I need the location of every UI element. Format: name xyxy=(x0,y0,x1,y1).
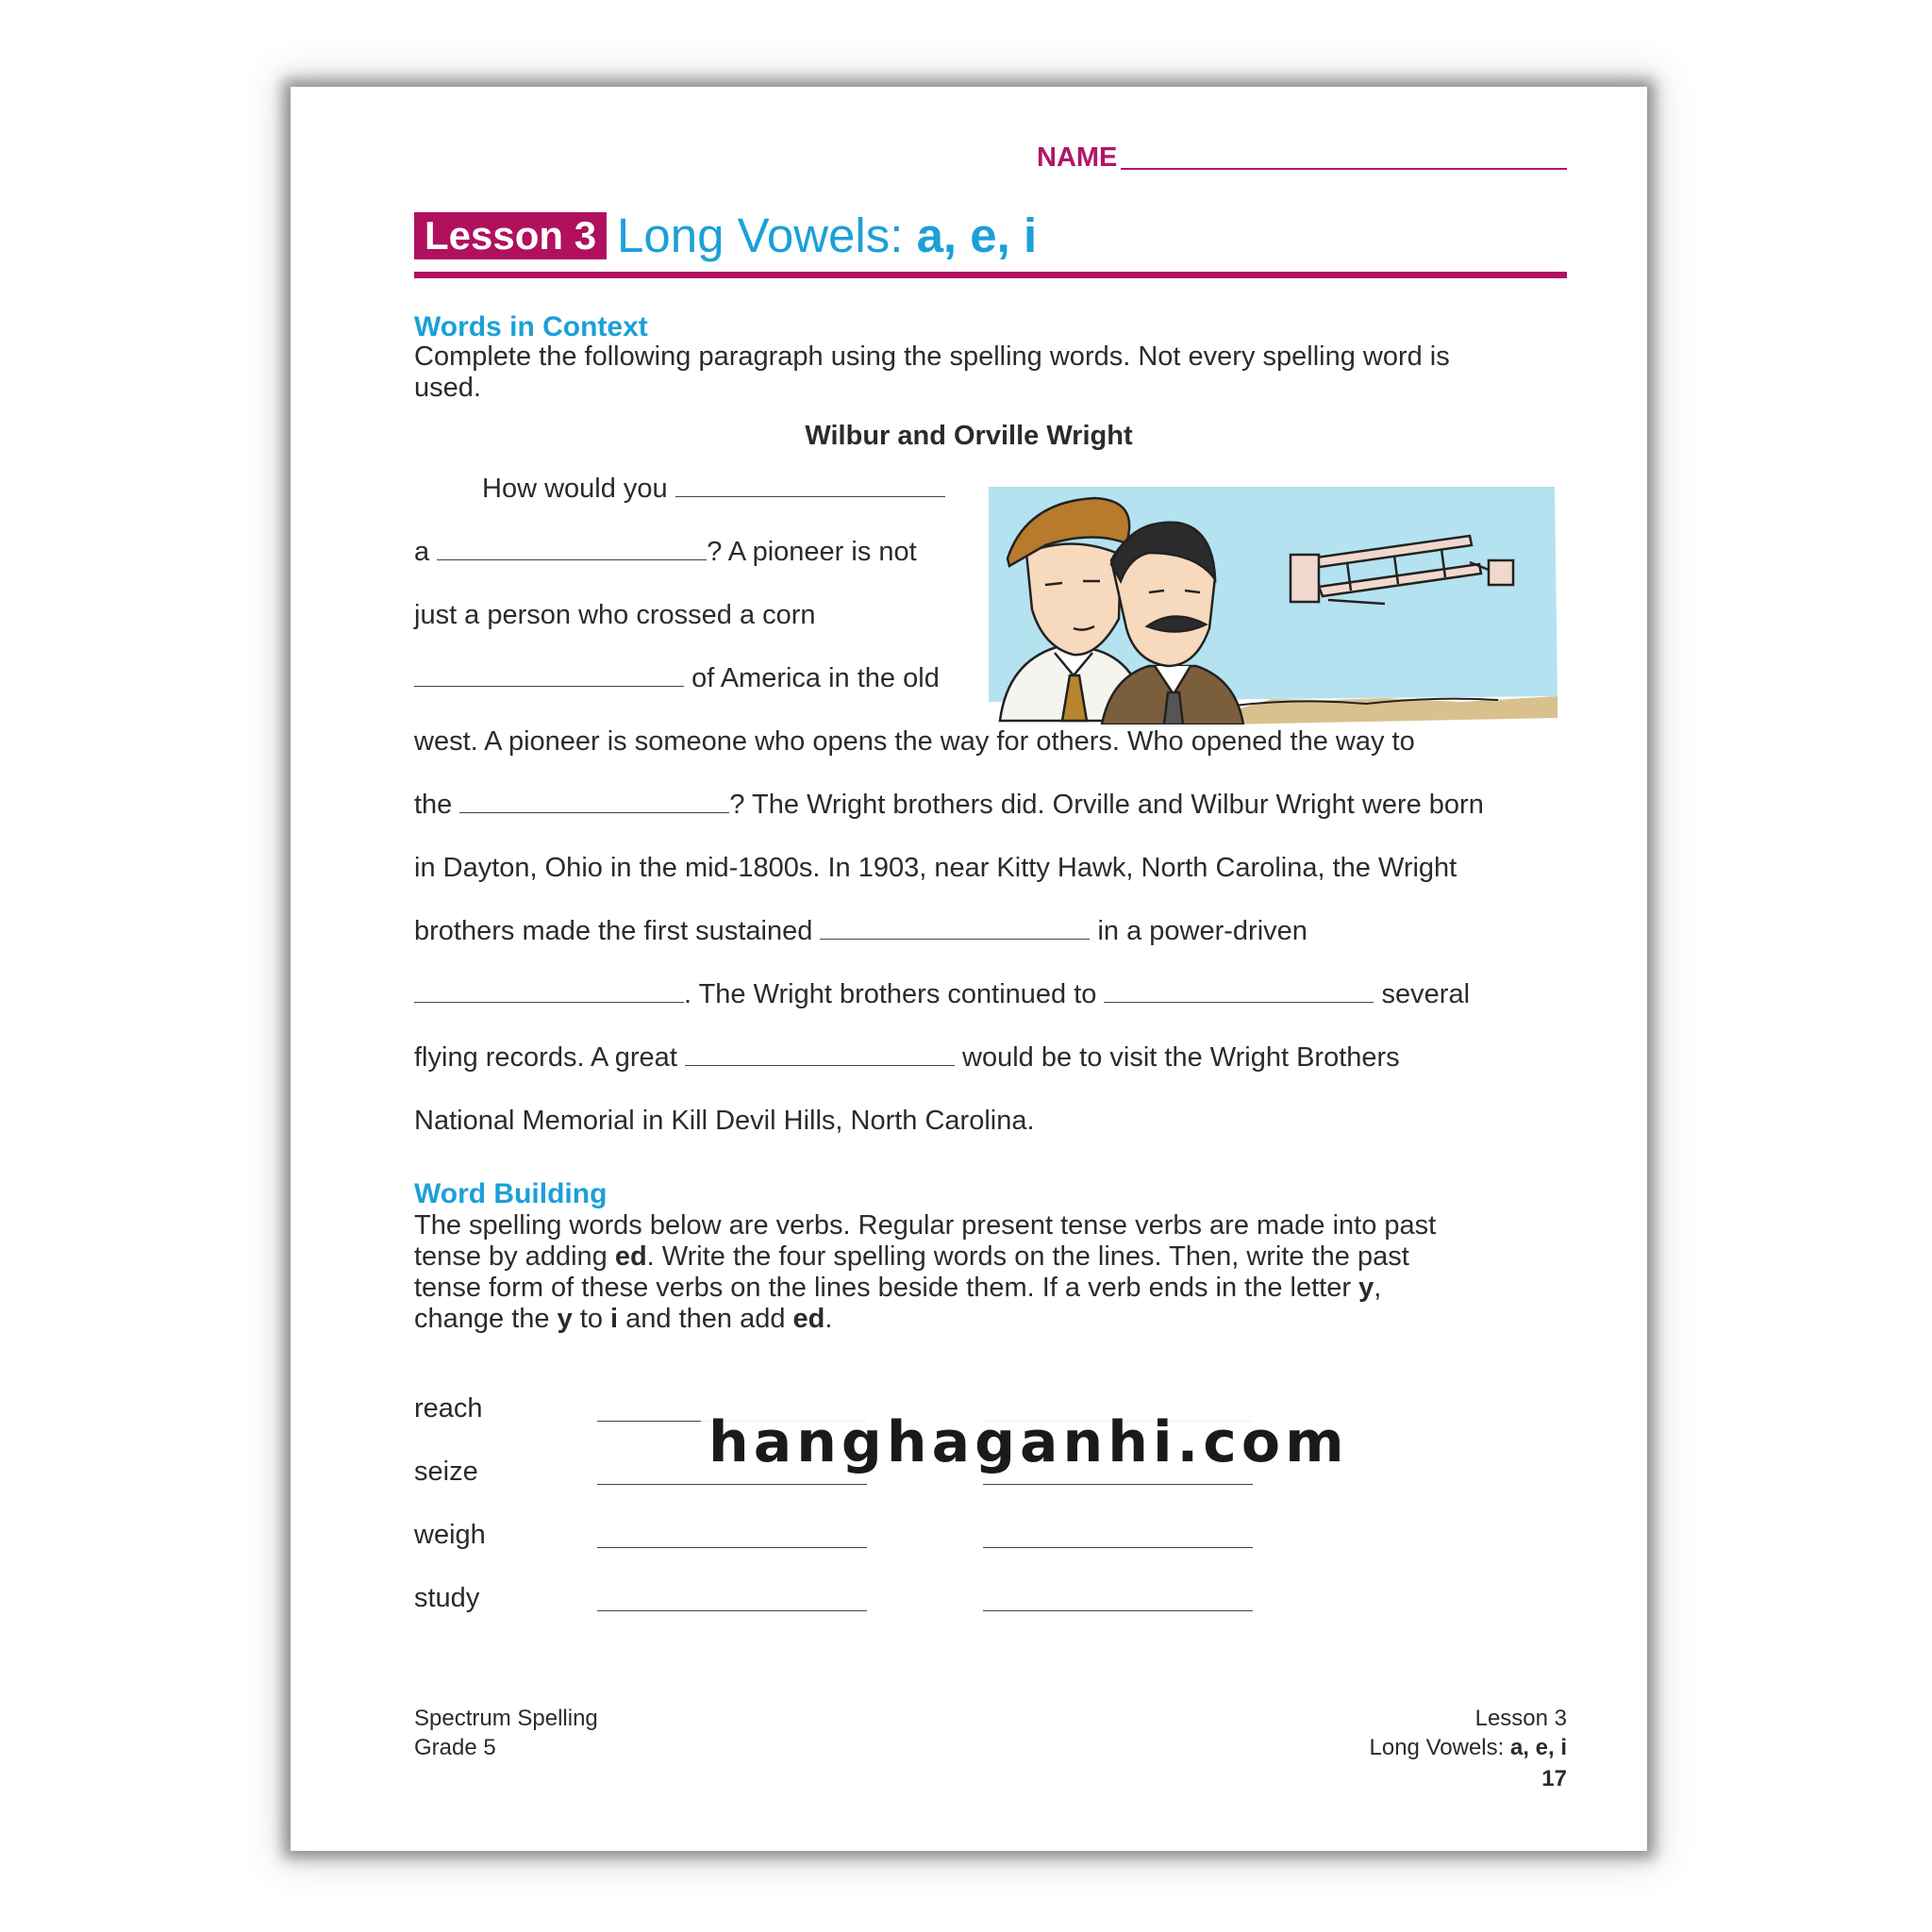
footer-lesson-title: Long Vowels: a, e, i xyxy=(1369,1735,1567,1760)
past-tense-write-line[interactable] xyxy=(983,1610,1253,1611)
verb-word-reach: reach xyxy=(414,1393,483,1424)
spelling-write-line[interactable] xyxy=(597,1547,867,1548)
worksheet-page xyxy=(291,87,1647,1851)
section-heading-words-in-context: Words in Context xyxy=(414,311,648,342)
answer-blank[interactable] xyxy=(459,791,729,813)
paragraph-line-11: National Memorial in Kill Devil Hills, North Carolina. xyxy=(414,1106,1035,1136)
answer-blank[interactable] xyxy=(675,475,945,497)
paragraph-line-2 xyxy=(414,537,917,568)
paragraph-text: would be to visit the Wright Brothers xyxy=(962,1042,1400,1073)
paragraph-line-1 xyxy=(482,474,945,505)
page-number: 17 xyxy=(1541,1766,1567,1791)
paragraph-line-3: just a person who crossed a corn xyxy=(414,600,816,630)
header-divider xyxy=(414,272,1567,278)
watermark-text: hanghaganhi.com xyxy=(701,1411,1357,1474)
paragraph-line-5: west. A pioneer is someone who opens the way for others. Who opened the way to xyxy=(414,726,1415,757)
paragraph-text: a xyxy=(414,537,430,567)
past-tense-write-line[interactable] xyxy=(983,1547,1253,1548)
paragraph-text: the xyxy=(414,790,453,820)
name-label: NAME xyxy=(1037,142,1118,173)
paragraph-text: ? A pioneer is not xyxy=(707,537,917,567)
answer-blank[interactable] xyxy=(685,1044,955,1066)
instructions-line: tense form of these verbs on the lines beside them. If a verb ends in the letter y, xyxy=(414,1273,1382,1303)
answer-blank[interactable] xyxy=(1104,981,1374,1003)
instructions-line: change the y to i and then add ed. xyxy=(414,1304,833,1334)
footer-lesson: Lesson 3 xyxy=(1474,1706,1567,1731)
paragraph-line-10 xyxy=(414,1042,1400,1074)
lesson-badge: Lesson 3 xyxy=(414,212,607,259)
paragraph-text: in a power-driven xyxy=(1097,916,1307,946)
paragraph-text: of America in the old xyxy=(691,663,940,693)
past-tense-write-line[interactable] xyxy=(983,1484,1253,1485)
paragraph-text: ? The Wright brothers did. Orville and Wilbur Wright were born xyxy=(729,790,1484,820)
verb-word-weigh: weigh xyxy=(414,1520,486,1550)
story-title: Wilbur and Orville Wright xyxy=(805,421,1133,451)
instructions-line: tense by adding ed. Write the four spelling words on the lines. Then, write the past xyxy=(414,1241,1409,1272)
answer-blank[interactable] xyxy=(414,981,684,1003)
spelling-write-line[interactable] xyxy=(597,1484,867,1485)
answer-blank[interactable] xyxy=(437,539,707,560)
answer-blank[interactable] xyxy=(820,918,1090,940)
instructions-line: The spelling words below are verbs. Regular present tense verbs are made into past xyxy=(414,1210,1437,1241)
verb-word-seize: seize xyxy=(414,1457,478,1487)
paragraph-line-6 xyxy=(414,790,1484,821)
paragraph-text: How would you xyxy=(482,474,668,504)
paragraph-text: flying records. A great xyxy=(414,1042,677,1073)
answer-blank[interactable] xyxy=(414,665,684,687)
section-heading-word-building: Word Building xyxy=(414,1178,608,1209)
word-building-instructions xyxy=(414,1210,1436,1335)
lesson-title-vowels: a, e, i xyxy=(916,208,1038,262)
paragraph-line-4 xyxy=(414,663,940,694)
spelling-write-line[interactable] xyxy=(597,1610,867,1611)
paragraph-text: brothers made the first sustained xyxy=(414,916,813,946)
footer-grade: Grade 5 xyxy=(414,1735,496,1760)
name-write-line[interactable] xyxy=(1121,168,1567,170)
footer-book-title: Spectrum Spelling xyxy=(414,1706,598,1731)
words-in-context-instructions-line1: Complete the following paragraph using the spelling words. Not every spelling word is xyxy=(414,341,1450,372)
paragraph-line-8 xyxy=(414,916,1307,947)
paragraph-text: several xyxy=(1381,979,1471,1009)
lesson-title xyxy=(617,208,1037,264)
lesson-title-prefix: Long Vowels: xyxy=(617,208,917,262)
wright-brothers-illustration xyxy=(989,487,1557,724)
verb-word-study: study xyxy=(414,1583,480,1613)
paragraph-text: . The Wright brothers continued to xyxy=(684,979,1097,1009)
paragraph-line-7: in Dayton, Ohio in the mid-1800s. In 1903, near Kitty Hawk, North Carolina, the Wright xyxy=(414,853,1457,883)
paragraph-line-9 xyxy=(414,979,1470,1010)
words-in-context-instructions-line2: used. xyxy=(414,373,481,403)
